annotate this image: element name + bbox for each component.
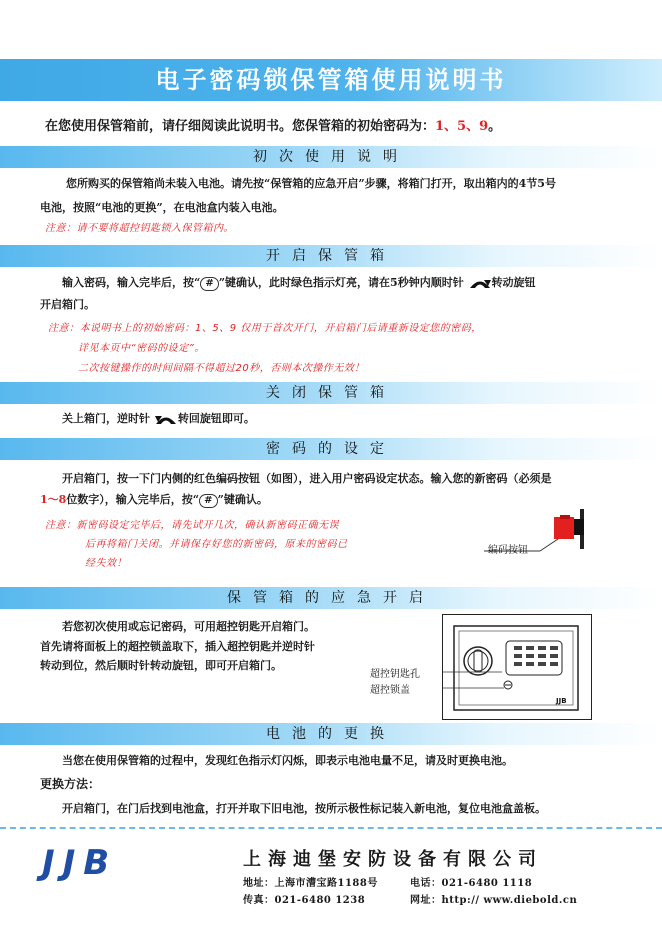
- hash-key-icon: #: [200, 277, 218, 291]
- open-note2: 详见本页中“密码的设定”。: [78, 343, 205, 354]
- close-line1-a: 关上箱门，逆时针: [62, 412, 150, 425]
- counterclockwise-knob-icon: [154, 413, 178, 425]
- code-button-figure: [470, 505, 600, 565]
- password-line1: 开启箱门，按一下门内侧的红色编码按钮（如图），进入用户密码设定状态。输入您的新密码（必须是: [62, 472, 552, 485]
- emergency-line3: 转动到位，然后顺时针转动旋钮，即可开启箱门。: [40, 659, 282, 672]
- footer-divider: [0, 827, 662, 829]
- password-note3: 经失效！: [85, 558, 127, 569]
- open-line1-c: 转动旋钮: [491, 276, 536, 289]
- first-use-note: 注意：请不要将超控钥匙锁入保管箱内。: [45, 223, 234, 234]
- battery-line1: 当您在使用保管箱的过程中，发现红色指示灯闪烁，即表示电池电量不足，请及时更换电池。: [62, 754, 513, 767]
- open-line1-b: ”键确认，此时绿色指示灯亮，请在5秒钟内顺时针: [218, 276, 464, 289]
- safe-illustration: [442, 614, 592, 720]
- open-line1-a: 输入密码，输入完毕后，按“: [62, 276, 201, 289]
- company-name: 上海迪堡安防设备有限公司: [243, 849, 543, 870]
- intro-end: 。: [488, 119, 502, 134]
- close-line1: [62, 410, 255, 428]
- emergency-line2: 首先请将面板上的超控锁盖取下，插入超控钥匙并逆时针: [40, 640, 315, 653]
- battery-method-label: 更换方法：: [40, 777, 101, 791]
- password-line2: [40, 491, 268, 509]
- lock-cover-label: 超控锁盖: [370, 685, 410, 696]
- battery-line2: 开启箱门，在门后找到电池盒，打开并取下旧电池，按所示极性标记装入新电池，复位电池盒盖板。: [62, 802, 546, 815]
- company-logo: JJB: [42, 843, 118, 883]
- safe-brand-mark: JJB: [556, 697, 567, 705]
- page-title: 电子密码锁保管箱使用说明书: [155, 66, 507, 94]
- section-heading-battery: 电池的更换: [266, 726, 396, 742]
- open-note3: 二次按键操作的时间间隔不得超过20秒，否则本次操作无效！: [78, 363, 365, 374]
- clockwise-knob-icon: [468, 277, 492, 289]
- intro-text: 在您使用保管箱前，请仔细阅读此说明书。您保管箱的初始密码为：: [45, 119, 436, 134]
- open-line2: 开启箱门。: [40, 298, 95, 311]
- intro-line: [45, 115, 501, 134]
- section-heading-close: 关闭保管箱: [266, 385, 396, 401]
- section-heading-open: 开启保管箱: [266, 248, 396, 264]
- open-line1: [62, 274, 536, 292]
- section-heading-password: 密码的设定: [266, 441, 396, 457]
- first-use-line1: 您所购买的保管箱尚未装入电池。请先按“保管箱的应急开启”步骤，将箱门打开，取出箱内的4节5号: [66, 177, 556, 190]
- company-address: 地址：上海市漕宝路1188号: [243, 878, 378, 889]
- open-note1: 注意：本说明书上的初始密码：1、5、9 仅用于首次开门，开启箱门后请重新设定您的密码，: [48, 323, 482, 334]
- company-website: 网址：http:// www.diebold.cn: [410, 895, 578, 906]
- password-note2: 后再将箱门关闭。并请保存好您的新密码，原来的密码已: [85, 539, 348, 550]
- company-phone: 电话：021-6480 1118: [410, 878, 533, 889]
- initial-code: 1、5、9: [435, 119, 489, 134]
- keyhole-label: 超控钥匙孔: [370, 669, 420, 680]
- emergency-line1: 若您初次使用或忘记密码，可用超控钥匙开启箱门。: [62, 620, 315, 633]
- section-heading-first-use: 初次使用说明: [253, 149, 409, 165]
- first-use-line2: 电池，按照“电池的更换”，在电池盒内装入电池。: [40, 201, 284, 214]
- password-digits-range: 1～8: [40, 493, 67, 506]
- company-fax: 传真：021-6480 1238: [243, 895, 366, 906]
- hash-key-icon: #: [199, 494, 217, 508]
- section-heading-emergency: 保管箱的应急开启: [227, 590, 435, 606]
- password-line2-a: 位数字），输入完毕后，按“: [66, 493, 200, 506]
- password-line2-b: ”键确认。: [217, 493, 268, 506]
- code-button-label: 编码按钮: [488, 545, 528, 556]
- password-note1: 注意：新密码设定完毕后，请先试开几次，确认新密码正确无误: [45, 520, 339, 531]
- close-line1-b: 转回旋钮即可。: [177, 412, 255, 425]
